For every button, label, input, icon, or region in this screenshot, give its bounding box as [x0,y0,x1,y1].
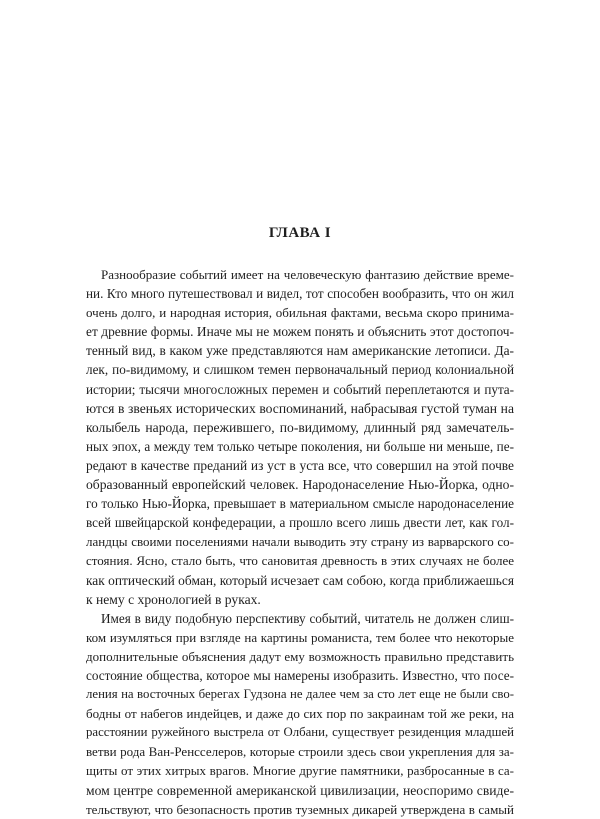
text-line: ком изумляться при взгляде на картины романиста, тем более что некоторые [86,629,514,645]
text-line: ландцы своими поселениями начали выводить эту страну из варварского со- [86,534,514,550]
text-line: редают в качестве преданий из уст в уста все, что совершил на этой почве [86,457,514,473]
paragraph-2 [86,609,514,819]
text-line: как оптический обман, который исчезает сам собою, когда приближаешься [86,572,514,588]
text-line: ются в звеньях исторических воспоминаний, набрасывая густой туман на [86,400,514,416]
text-line: ветви рода Ван-Ренсселеров, которые строили здесь свои укрепления для за- [86,744,514,760]
body-text [86,265,514,819]
text-line: Имея в виду подобную перспективу событий, читатель не должен слиш- [101,610,514,626]
text-line: к нему с хронологией в руках. [86,591,261,607]
text-line: Разнообразие событий имеет на человеческую фантазию действие време- [101,267,514,282]
text-line: тенный вид, в каком уже представляются нам американские летописи. Да- [86,343,514,359]
text-line: колыбель народа, пережившего, по-видимому, длинный ряд замечатель- [86,419,514,435]
text-line: дополнительные объяснения дадут ему возможность правильно представить [86,648,514,664]
text-line: очень долго, и народная история, обильная фактами, весьма скоро принима- [86,305,514,321]
text-line: ных эпох, а между тем только четыре поколения, ни больше ни меньше, пе- [86,438,514,454]
paragraph-1 [86,265,514,609]
text-line: ни. Кто много путешествовал и видел, тот способен вообразить, что он жил [86,286,514,302]
text-line: стояния. Ясно, стало быть, что сановитая древность в этих случаях не более [86,553,514,569]
text-line: щиты от этих хитрых врагов. Многие другие памятники, разбросанные в са- [86,763,514,779]
text-line: лек, по-видимому, и слишком темен первоначальный период колониальной [86,362,514,378]
text-line: бодны от набегов индейцев, и даже до сих пор по закраинам той же реки, на [86,706,514,722]
text-line: го только Нью-Йорка, превышает в материальном смысле народонаселение [86,496,514,512]
text-line: всей швейцарской конфедерации, а прошло всего лишь двести лет, как гол- [86,515,514,531]
text-line: тельствуют, что безопасность против туземных дикарей утверждена в самый [86,801,514,817]
text-line: расстоянии ружейного выстрела от Олбани, существует резиденция младшей [86,725,514,740]
text-line: ления на восточных берегах Гудзона не далее чем за сто лет еще не были сво- [86,687,514,702]
text-line: мом центре современной американской цивилизации, неоспоримо свиде- [86,782,514,798]
text-line: образованный европейский человек. Народонаселение Нью-Йорка, одно- [86,477,514,493]
text-line: истории; тысячи многосложных перемен и событий переплетаются и путa- [86,381,514,397]
text-line: ет древние формы. Иначе мы не можем понять и объяснить этот достопоч- [86,324,514,340]
text-line: состояние общества, которое мы намерены изобразить. Известно, что посе- [86,667,514,683]
chapter-title: ГЛАВА I [268,225,332,241]
